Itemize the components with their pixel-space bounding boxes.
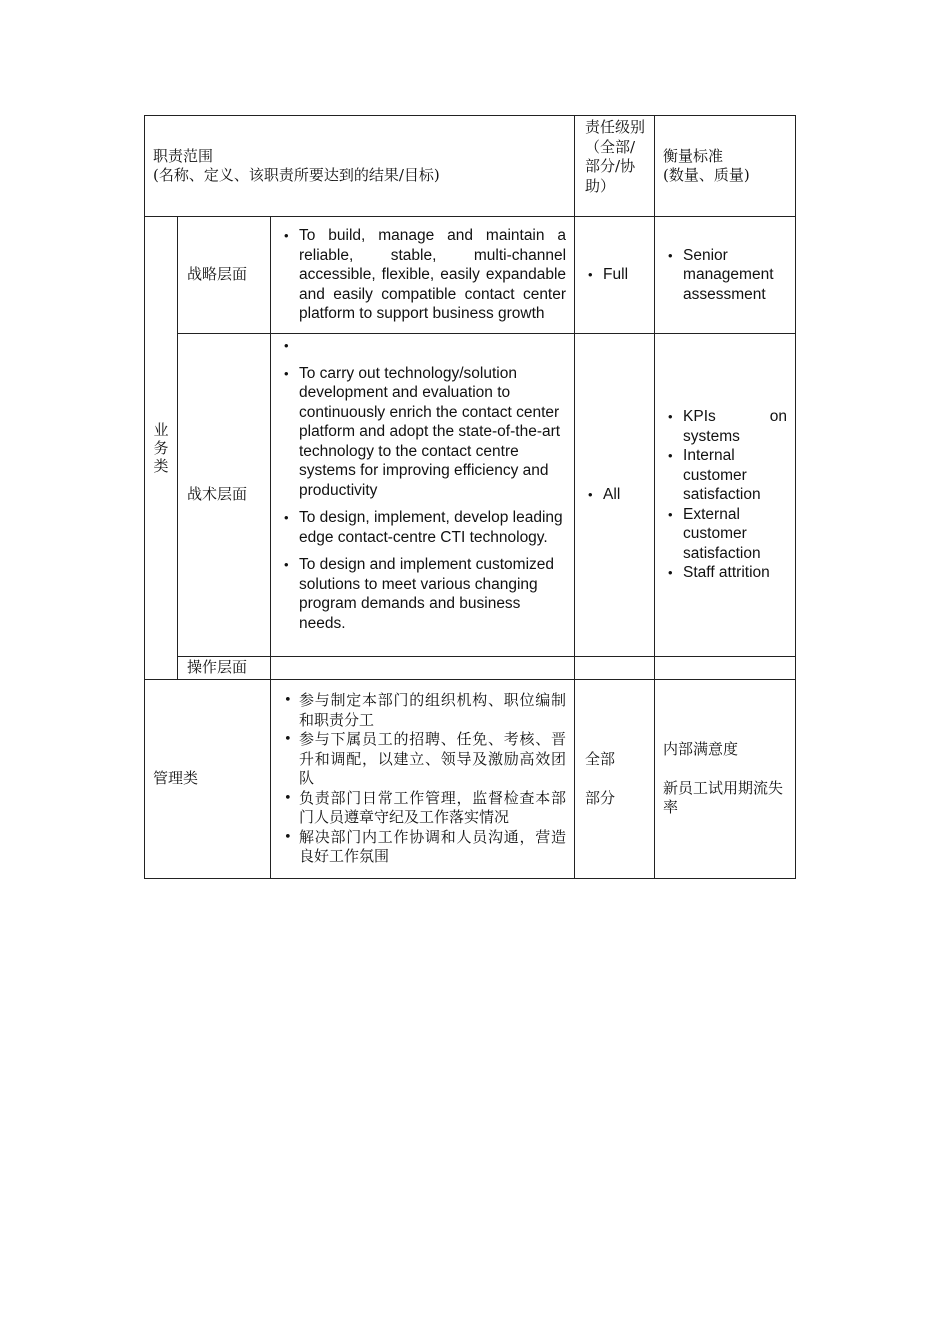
management-duty-item: • 参与下属员工的招聘、任免、考核、晋升和调配，以建立、领导及激励高效团队 [271,730,574,789]
header-measure-cell [655,116,796,217]
header-level-title: 责任级别 [585,118,646,136]
table-row-tactical [145,334,796,657]
tactical-responsibility-list [575,485,654,505]
header-measure-subtitle: (数量、质量) [663,166,750,184]
category-business-char: 类 [153,457,169,475]
strategic-measure-item: • Senior management assessment [655,246,795,305]
table-header-row [145,116,796,217]
tactical-measure-item: • KPIs on systems [655,407,795,446]
strategic-measures-cell [655,217,796,334]
management-duties-cell [271,680,575,879]
table-row-management [145,680,796,879]
category-business-char: 务 [153,439,169,457]
management-duty-item: • 负责部门日常工作管理，监督检查本部门人员遵章守纪及工作落实情况 [271,789,574,828]
operational-responsibility-cell [575,657,655,680]
header-scope-cell [145,116,575,217]
header-level-cell [575,116,655,217]
tactical-duty-list [271,336,574,633]
spacer [585,770,654,789]
tactical-measure-list [655,407,795,583]
header-level-subtitle: （全部/部分/协助） [585,137,636,195]
management-duty-item: • 参与制定本部门的组织机构、职位编制和职责分工 [271,691,574,730]
strategic-responsibility-list [575,265,654,285]
tactical-duty-item: • To carry out technology/solution development and evaluation to continuously enrich the contact center platform and adopt the state-of-the-art technology to the contact centre systems for improving efficiency and productivity [271,364,574,501]
tactical-measure-item: • Internal customer satisfaction [655,446,795,505]
tactical-measures-cell [655,334,796,657]
header-scope-title: 职责范围 [153,146,214,165]
category-management-cell: 管理类 [145,680,271,879]
level-tactical-name: 战术层面 [178,334,271,657]
operational-measures-cell [655,657,796,680]
management-responsibility-cell [575,680,655,879]
tactical-duty-item: • To design and implement customized solutions to meet various changing program demands and business needs. [271,555,574,633]
strategic-duties-cell [271,217,575,334]
tactical-duty-item [271,336,574,356]
spacer [663,760,795,779]
tactical-measure-item: • External customer satisfaction [655,505,795,564]
management-responsibility-value: 部分 [585,788,616,807]
level-strategic-name: 战略层面 [178,217,271,334]
level-operational-name: 操作层面 [178,657,271,680]
tactical-responsibility-cell [575,334,655,657]
table-row-strategic [145,217,796,334]
management-responsibility-value: 全部 [585,750,616,768]
tactical-duties-cell [271,334,575,657]
strategic-responsibility-value: • Full [575,265,654,285]
strategic-measure-list [655,246,795,305]
tactical-responsibility-value: • All [575,485,654,505]
management-duty-list [271,691,574,867]
strategic-duty-list [271,226,574,324]
management-measure-item: 内部满意度 [663,740,739,759]
header-measure-title: 衡量标准 [663,146,724,165]
category-business-char: 业 [153,421,169,439]
management-duty-item: • 解决部门内工作协调和人员沟通，营造良好工作氛围 [271,828,574,867]
table-row-operational [145,657,796,680]
tactical-duty-item: • To design, implement, develop leading edge contact-centre CTI technology. [271,508,574,547]
header-scope-subtitle: (名称、定义、该职责所要达到的结果/目标) [153,166,440,184]
management-measures-cell [655,680,796,879]
management-measure-item: 新员工试用期流失率 [663,778,784,817]
responsibility-table [144,115,796,879]
strategic-responsibility-cell [575,217,655,334]
strategic-duty-item: • To build, manage and maintain a reliable, stable, multi-channel accessible, flexible, easily expandable and easily compatible contact center platform to support business growth [271,226,574,324]
tactical-measure-item: • Staff attrition [655,563,795,583]
category-business-cell [145,217,178,680]
operational-duties-cell [271,657,575,680]
